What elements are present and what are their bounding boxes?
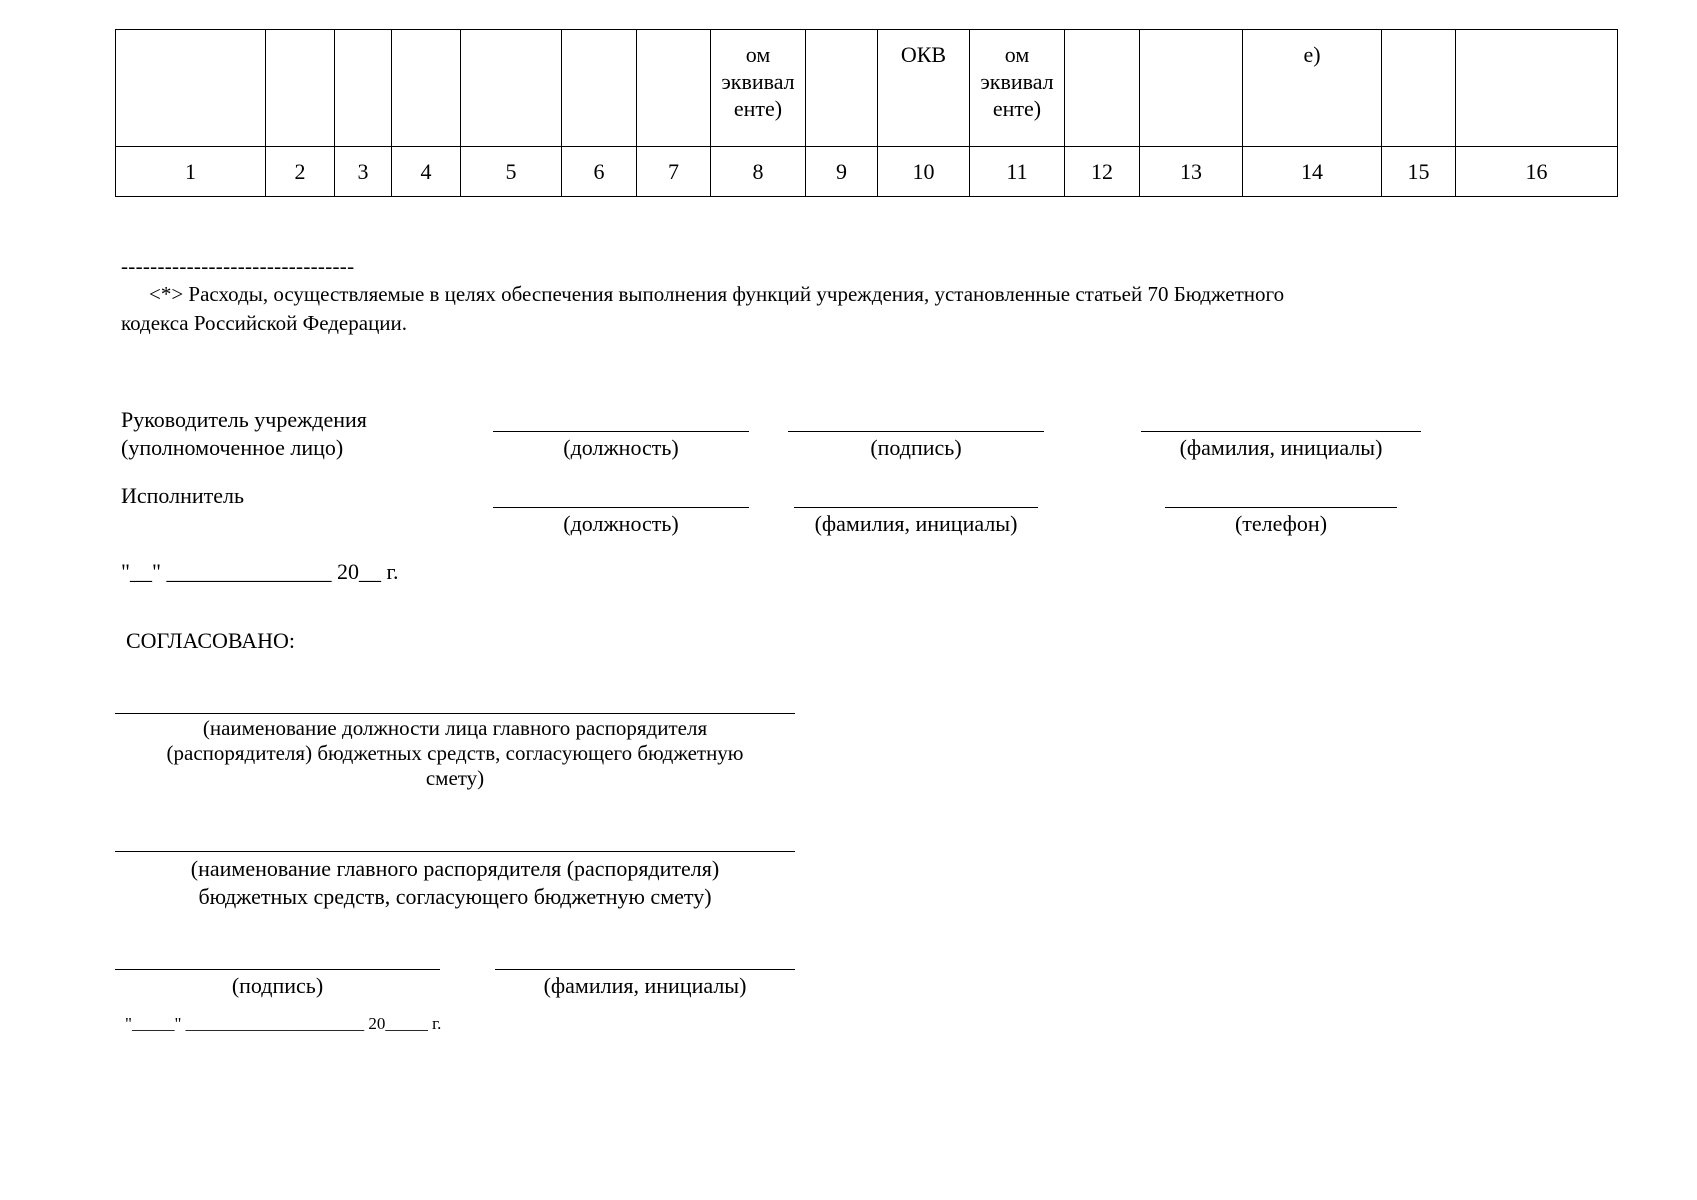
approval-signature-caption: (подпись): [231, 973, 324, 998]
column-number: 14: [1243, 147, 1382, 197]
approval-signature-line: [115, 969, 440, 970]
executor-position-caption: (должность): [563, 511, 679, 536]
head-label-line1: Руководитель учреждения: [121, 407, 367, 432]
approval-org-line: [115, 851, 795, 852]
executor-name-line: [794, 507, 1038, 508]
approval-org-caption: [115, 855, 795, 911]
head-position-line: [493, 431, 749, 432]
approval-org-caption-line2: бюджетных средств, согласующего бюджетную смету): [198, 884, 712, 909]
approval-official-caption-line3: смету): [425, 766, 485, 790]
approval-official-caption: [115, 716, 795, 791]
executor-label: Исполнитель: [121, 483, 245, 508]
header-cell: [1456, 30, 1618, 147]
header-cell: [1140, 30, 1243, 147]
approval-title: СОГЛАСОВАНО:: [126, 628, 295, 653]
executor-date: "__" _______________ 20__ г.: [121, 559, 399, 584]
column-number: 3: [335, 147, 392, 197]
header-cell: [1382, 30, 1456, 147]
executor-position-line: [493, 507, 749, 508]
header-cell: [461, 30, 562, 147]
approval-official-caption-line2: (распорядителя) бюджетных средств, согласующего бюджетную: [166, 741, 744, 765]
column-number: 9: [806, 147, 878, 197]
approval-org-caption-line1: (наименование главного распорядителя (распорядителя): [190, 856, 720, 881]
approval-official-line: [115, 713, 795, 714]
column-number: 12: [1065, 147, 1140, 197]
header-cell: [266, 30, 335, 147]
header-cell: [1065, 30, 1140, 147]
approval-name-caption: (фамилия, инициалы): [543, 973, 747, 998]
head-signature-caption: (подпись): [870, 435, 962, 460]
column-number: 6: [562, 147, 637, 197]
header-cell: [392, 30, 461, 147]
approval-official-caption-line1: (наименование должности лица главного распорядителя: [202, 716, 708, 740]
executor-name-caption: (фамилия, инициалы): [814, 511, 1018, 536]
column-number: 5: [461, 147, 562, 197]
head-signature-line: [788, 431, 1044, 432]
header-cell: е): [1243, 30, 1382, 147]
header-cell: [637, 30, 711, 147]
header-cell: [335, 30, 392, 147]
footnote-text-line1: <*> Расходы, осуществляемые в целях обеспечения выполнения функций учреждения, установленные статьей 70 Бюджетного: [149, 282, 1285, 306]
head-label-line2: (уполномоченное лицо): [121, 435, 344, 460]
column-number: 11: [970, 147, 1065, 197]
column-number: 4: [392, 147, 461, 197]
executor-phone-line: [1165, 507, 1397, 508]
footnote-text-line2: кодекса Российской Федерации.: [121, 311, 408, 335]
column-number: 2: [266, 147, 335, 197]
column-number: 1: [116, 147, 266, 197]
column-number: 15: [1382, 147, 1456, 197]
column-number: 13: [1140, 147, 1243, 197]
head-position-caption: (должность): [563, 435, 679, 460]
estimate-table: [115, 29, 1618, 197]
approval-date: "_____" _____________________ 20_____ г.: [125, 1014, 442, 1033]
header-cell: [562, 30, 637, 147]
footnote-separator: --------------------------------: [121, 254, 355, 278]
head-name-line: [1141, 431, 1421, 432]
approval-name-line: [495, 969, 795, 970]
column-number: 10: [878, 147, 970, 197]
column-number: 8: [711, 147, 806, 197]
column-number: 7: [637, 147, 711, 197]
head-name-caption: (фамилия, инициалы): [1179, 435, 1383, 460]
table-header-row: [116, 30, 1618, 147]
header-cell: [116, 30, 266, 147]
header-cell: [806, 30, 878, 147]
header-cell: ОКВ: [878, 30, 970, 147]
header-cell: ом эквивал енте): [970, 30, 1065, 147]
executor-phone-caption: (телефон): [1234, 511, 1328, 536]
column-number-row: [116, 147, 1618, 197]
column-number: 16: [1456, 147, 1618, 197]
header-cell: ом эквивал енте): [711, 30, 806, 147]
